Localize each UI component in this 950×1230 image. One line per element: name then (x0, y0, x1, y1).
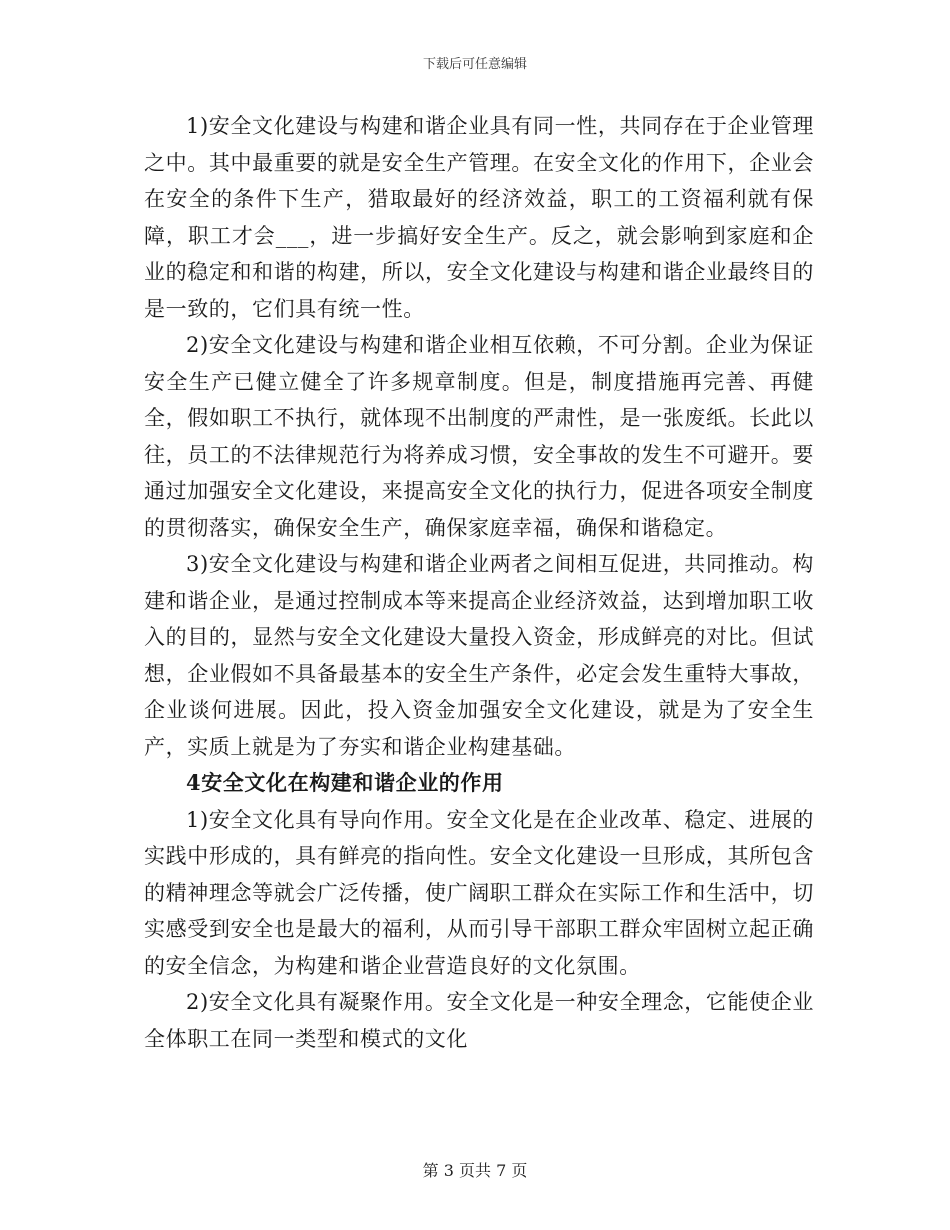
paragraph-5: 2)安全文化具有凝聚作用。安全文化是一种安全理念，它能使企业全体职工在同一类型和模式的文化 (144, 990, 814, 1051)
paragraph-2: 2)安全文化建设与构建和谐企业相互依赖，不可分割。企业为保证安全生产已健立健全了许多规章制度。但是，制度措施再完善、再健全，假如职工不执行，就体现不出制度的严肃性，是一张废纸。长此以往，员工的不法律规范行为将养成习惯，安全事故的发生不可避开。要通过加强安全文化建设，来提高安全文化的执行力，促进各项安全制度的贯彻落实，确保安全生产，确保家庭幸福，确保和谐稳定。 (144, 333, 814, 540)
paragraph-1: 1)安全文化建设与构建和谐企业具有同一性，共同存在于企业管理之中。其中最重要的就是安全生产管理。在安全文化的作用下，企业会在安全的条件下生产，猎取最好的经济效益，职工的工资福利就有保障，职工才会___，进一步搞好安全生产。反之，就会影响到家庭和企业的稳定和和谐的构建，所以，安全文化建设与构建和谐企业最终目的是一致的，它们具有统一性。 (144, 114, 814, 321)
section-heading: 4安全文化在构建和谐企业的作用 (186, 770, 504, 795)
page-header: 下载后可任意编辑 (422, 57, 527, 72)
page-number: 第 3 页共 7 页 (422, 1161, 528, 1180)
paragraph-3: 3)安全文化建设与构建和谐企业两者之间相互促进，共同推动。构建和谐企业，是通过控制成本等来提高企业经济效益，达到增加职工收入的目的，显然与安全文化建设大量投入资金，形成鲜亮的对比。但试想，企业假如不具备最基本的安全生产条件，必定会发生重特大事故，企业谈何进展。因此，投入资金加强安全文化建设，就是为了安全生产，实质上就是为了夯实和谐企业构建基础。 (144, 552, 814, 759)
document-body (144, 108, 814, 1057)
paragraph-4: 1)安全文化具有导向作用。安全文化是在企业改革、稳定、进展的实践中形成的，具有鲜亮的指向性。安全文化建设一旦形成，其所包含的精神理念等就会广泛传播，使广阔职工群众在实际工作和生活中，切实感受到安全也是最大的福利，从而引导干部职工群众牢固树立起正确的安全信念，为构建和谐企业营造良好的文化氛围。 (144, 807, 814, 978)
